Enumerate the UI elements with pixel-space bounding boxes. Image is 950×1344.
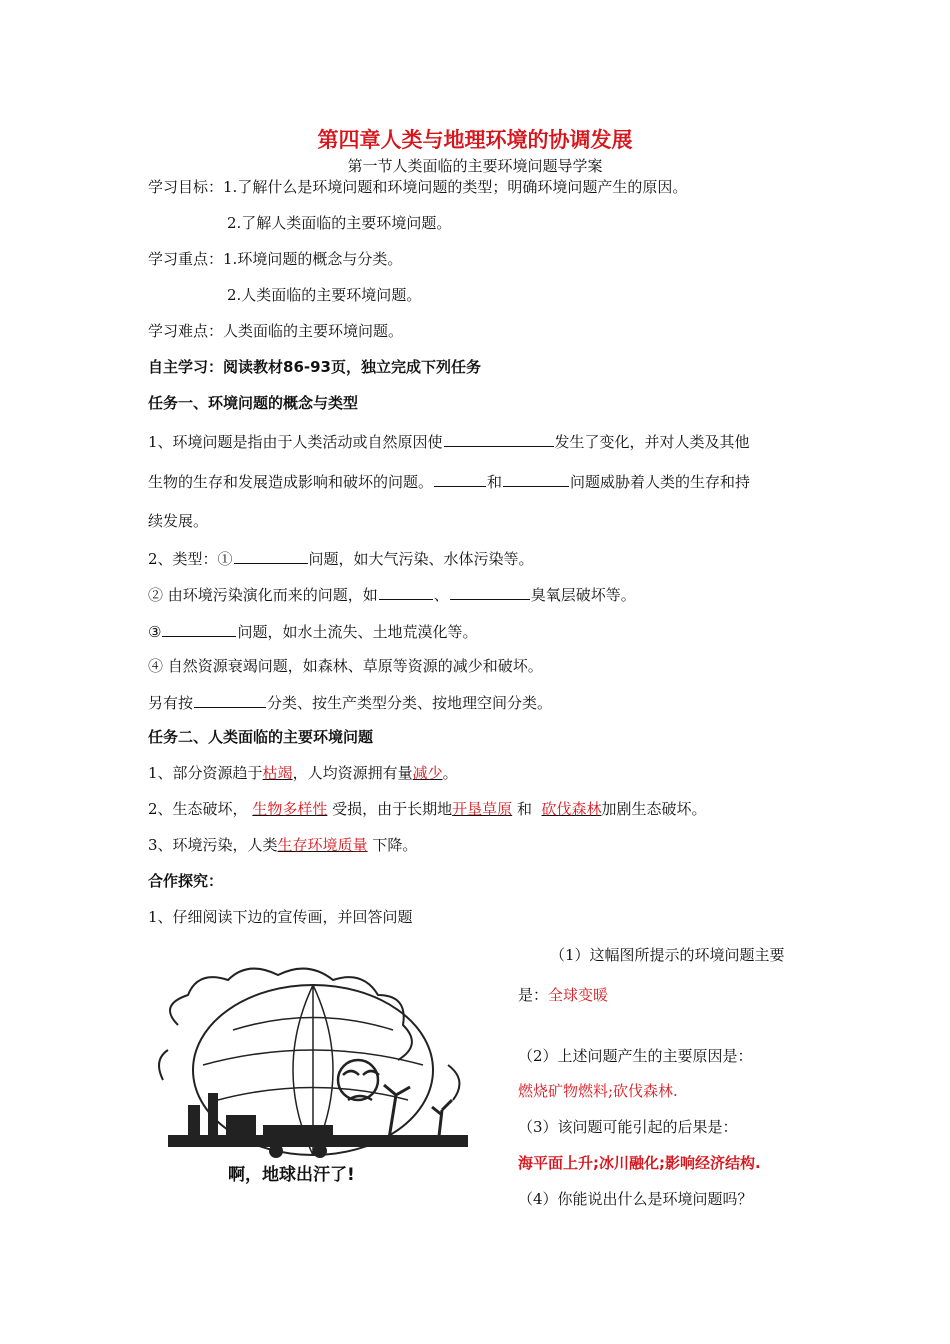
coop-p1-question: （1）这幅图所提示的环境问题主要 xyxy=(550,946,785,964)
text-segment: 和 xyxy=(487,473,503,491)
self-study-heading: 自主学习：阅读教材86-93页，独立完成下列任务 xyxy=(148,358,481,376)
objectives-item-2: 2.了解人类面临的主要环境问题。 xyxy=(227,214,452,232)
answer-text: 开垦草原 xyxy=(452,800,513,818)
answer-text: 枯竭 xyxy=(262,764,293,782)
text-segment: 1、环境问题是指由于人类活动或自然原因使 xyxy=(148,433,443,451)
answer-text: 减少 xyxy=(412,764,443,782)
fill-blank[interactable] xyxy=(450,583,530,600)
text-segment: 问题，如水土流失、土地荒漠化等。 xyxy=(237,623,478,641)
text-segment: 和 xyxy=(516,800,532,818)
objectives-item-1: 1.了解什么是环境问题和环境问题的类型；明确环境问题产生的原因。 xyxy=(223,178,688,196)
keypoints-line-1 xyxy=(148,249,402,269)
cartoon-caption: 啊，地球出汗了! xyxy=(228,1165,355,1185)
answer-text: 全球变暖 xyxy=(548,986,609,1004)
text-segment: 2、生态破坏， xyxy=(148,800,248,818)
text-segment: 3、环境污染，人类 xyxy=(148,836,278,854)
coop-p3-question: （3）该问题可能引起的后果是： xyxy=(518,1118,738,1136)
coop-q1: 1、仔细阅读下边的宣传画，并回答问题 xyxy=(148,908,413,926)
difficulty-line xyxy=(148,321,403,341)
task1-q6 xyxy=(148,691,552,713)
fill-blank[interactable] xyxy=(162,620,236,637)
keypoints-item-1: 1.环境问题的概念与分类。 xyxy=(223,250,403,268)
task1-q1-line2 xyxy=(148,470,750,492)
text-segment: 另有按 xyxy=(148,694,194,712)
answer-text: 生物多样性 xyxy=(252,800,328,818)
text-segment: 生物的生存和发展造成影响和破坏的问题。 xyxy=(148,473,434,491)
text-segment: 发生了变化，并对人类及其他 xyxy=(554,433,750,451)
text-segment: 、 xyxy=(433,586,449,604)
task2-r1 xyxy=(148,763,458,783)
answer-text: 砍伐森林 xyxy=(541,800,602,818)
coop-p2-answer: 燃烧矿物燃料;砍伐森林. xyxy=(518,1082,678,1100)
text-segment: 分类、按生产类型分类、按地理空间分类。 xyxy=(267,694,553,712)
fill-blank[interactable] xyxy=(379,583,433,600)
task1-q5: ④ 自然资源衰竭问题，如森林、草原等资源的减少和破坏。 xyxy=(148,657,543,675)
earth-sweating-cartoon xyxy=(148,955,488,1185)
task2-heading: 任务二、人类面临的主要环境问题 xyxy=(148,728,374,746)
task1-q3 xyxy=(148,583,636,605)
task1-q1-line3: 续发展。 xyxy=(148,512,209,530)
text-segment: 2、类型：① xyxy=(148,550,233,568)
doc-title: 第四章人类与地理环境的协调发展 xyxy=(317,128,633,152)
text-segment: 问题，如大气污染、水体污染等。 xyxy=(308,550,534,568)
difficulty-item: 人类面临的主要环境问题。 xyxy=(223,322,404,340)
coop-p3-answer: 海平面上升;冰川融化;影响经济结构. xyxy=(518,1154,761,1172)
coop-p4-question: （4）你能说出什么是环境问题吗？ xyxy=(518,1190,753,1208)
coop-p1-line2 xyxy=(518,985,608,1005)
answer-text: 生存环境质量 xyxy=(277,836,368,854)
keypoints-label: 学习重点： xyxy=(148,250,224,268)
text-segment: 问题威胁着人类的生存和持 xyxy=(570,473,751,491)
doc-subtitle: 第一节人类面临的主要环境问题导学案 xyxy=(347,157,603,175)
text-segment: ② 由环境污染演化而来的问题，如 xyxy=(148,586,378,604)
task1-q1-line1 xyxy=(148,430,750,452)
task1-q4 xyxy=(148,620,477,642)
coop-p2-question: （2）上述问题产生的主要原因是： xyxy=(518,1047,753,1065)
task2-r3 xyxy=(148,835,417,855)
fill-blank[interactable] xyxy=(194,691,266,708)
objectives-line-1 xyxy=(148,177,687,197)
text-segment: ③ xyxy=(148,623,162,641)
text-segment: 。 xyxy=(442,764,458,782)
keypoints-item-2: 2.人类面临的主要环境问题。 xyxy=(227,286,422,304)
coop-heading: 合作探究： xyxy=(148,872,224,890)
task1-heading: 任务一、环境问题的概念与类型 xyxy=(148,394,359,412)
text-segment: ，人均资源拥有量 xyxy=(292,764,413,782)
text-segment: 臭氧层破坏等。 xyxy=(530,586,636,604)
text-segment: 下降。 xyxy=(372,836,418,854)
fill-blank[interactable] xyxy=(503,470,569,487)
text-segment: 是： xyxy=(518,986,549,1004)
text-segment: 受损，由于长期地 xyxy=(332,800,453,818)
text-segment: 加剧生态破坏。 xyxy=(601,800,707,818)
text-segment: 1、部分资源趋于 xyxy=(148,764,263,782)
task1-q2 xyxy=(148,547,534,569)
difficulty-label: 学习难点： xyxy=(148,322,224,340)
objectives-label: 学习目标： xyxy=(148,178,224,196)
fill-blank[interactable] xyxy=(234,547,308,564)
fill-blank[interactable] xyxy=(444,430,554,447)
fill-blank[interactable] xyxy=(434,470,486,487)
task2-r2 xyxy=(148,799,707,819)
